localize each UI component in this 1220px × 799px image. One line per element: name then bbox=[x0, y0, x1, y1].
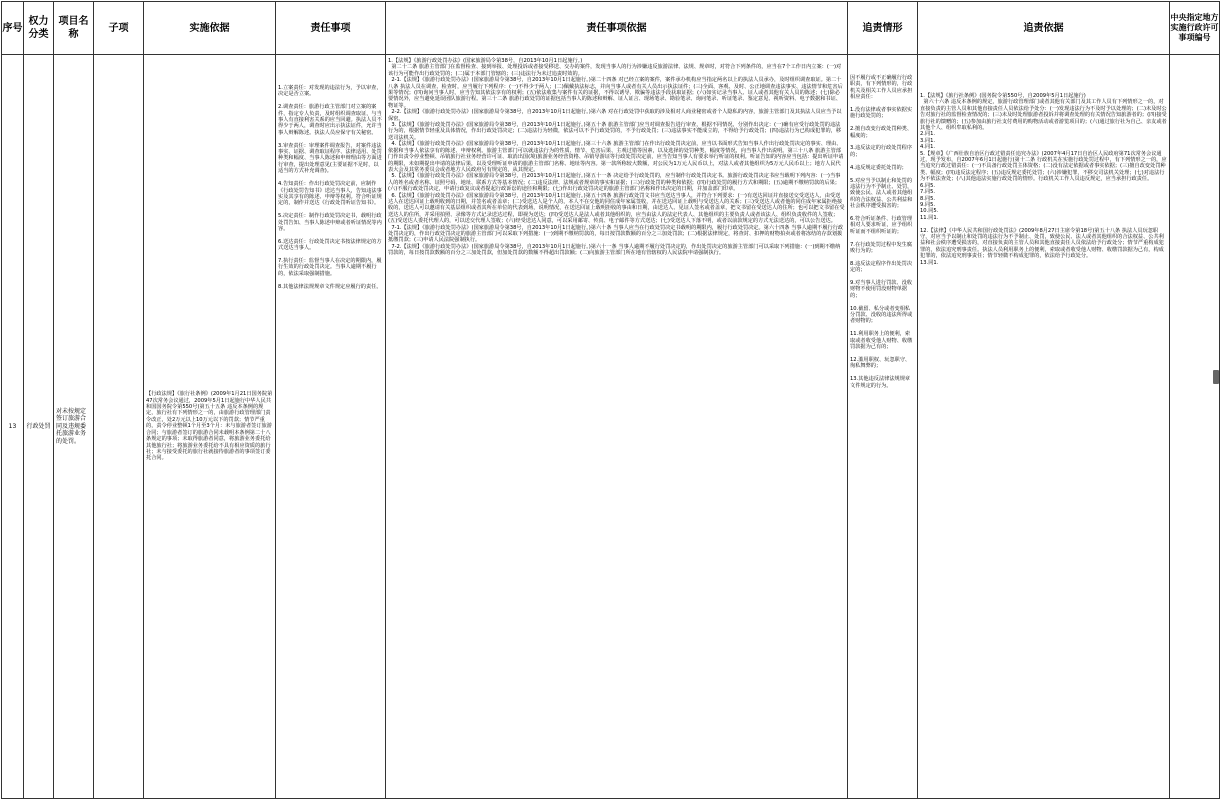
cell-sub-item bbox=[94, 55, 144, 799]
duties-text: 1.立案责任：对发现的违法行为，予以审查，决定是否立案。 2.调查责任：旅游行政主管部门对立案的案件，指定专人负责，及时组织调查取证，与当事人有直接利害关系的应当回避。执法人员不得少于两人，调查时应出示执法证件，允许当事人辩解陈述。执法人员应保守有关秘密。 3.审查责任：审理案件调查报告，对案件违法事实、证据、调查取证程序、法律适用、处罚种类和幅度、当事人陈述和申辩理由等方面进行审查，提出处理意见(主要证据不足时，以适当的方式补充调查)。 4.告知责任：作出行政处罚决定前，应制作《行政处罚告知书》送达当事人，告知违法事实及其享有的陈述、申辩等权利。符合听证规定的，制作并送达《行政处罚听证告知书》。 5.决定责任：制作行政处罚决定书，载明行政处罚告知、当事人陈述申辩或者听证情况等内容。 6.送达责任：行政处罚决定书按法律规定的方式送达当事人。 7.执行责任：监督当事人在决定的期限内，履行生效的行政处罚决定。当事人逾期不履行的，依法采取强制措施。 8.其他法律法规规章文件规定应履行的责任。 bbox=[278, 85, 382, 290]
power-class-text: 行政处罚 bbox=[26, 422, 51, 430]
header-row bbox=[2, 2, 1220, 55]
header-basis: 实施依据 bbox=[144, 2, 276, 55]
header-seq: 序号 bbox=[2, 2, 24, 55]
basis-text: 【行政法规】《旅行社条例》(2009年1月21日国务院第47次常务会议通过，2009年5月1日起施行中华人民共和国国务院令第550号)第五十五条 违反本条例的规定，旅行社有下列情形之一的，由旅游行政管理部门责令改正，处2万元以上10万元以下的罚款；情节严重的，责令停业整顿1个月至3个月：未与旅游者签订旅游合同；与旅游者签订的旅游合同未载明本条例第二十八条规定的事项；未取得旅游者同意，将旅游业务委托给其他旅行社；将旅游业务委托给不具有相应资质的旅行社；未与接受委托的旅行社就接待旅游者的事项签订委托合同。 bbox=[146, 391, 273, 462]
header-sub-item: 子项 bbox=[94, 2, 144, 55]
cell-power-class bbox=[24, 55, 54, 799]
accountability-text: 因不履行或不正确履行行政职责，有下列情形的，行政机关及相关工作人员应承担相应责任： 1.没有法律或者事实依据实施行政处罚的； 2.擅自改变行政处罚种类、幅度的； 3.违反法定的行政处罚程序的； 4.违反规定委托处罚的； 5.对应当予以制止和处罚的违法行为不予制止、处罚，致使公民、法人或者其他组织的合法权益、公共利益和社会秩序遭受损害的； 6.符合听证条件、行政管理相对人要求听证，应予组织听证而不组织听证的； 7.在行政处罚过程中发生腐败行为的； 8.违反法定程序作出处罚决定的； 9.对当事人进行罚款、没收财物不使用罚没财物单据的； 10.截留、私分或者变相私分罚款、没收的违法所得或者财物的； 11.利用职务上的便利，索取或者收受他人财物、收缴罚款据为己有的； 12.滥用职权、玩忽职守、徇私舞弊的； 13.其他违反法律法规规章文件规定的行为。 bbox=[850, 75, 913, 389]
header-central-code: 中央指定地方实施行政许可事项编号 bbox=[1170, 2, 1220, 55]
table-row bbox=[2, 55, 1220, 799]
header-accountability-basis: 追责依据 bbox=[918, 2, 1170, 55]
header-duties: 责任事项 bbox=[276, 2, 386, 55]
header-power-class: 权力分类 bbox=[24, 2, 54, 55]
duty-basis-text: 1.【法规】《旅游行政处罚办法》(国家旅游局令第38号，自2013年10月1日起施行。) 第二十二条 旅游主管部门在监督检查、接到举报、处理投诉或者接受移送、交办的案件，发现当事人的行为涉嫌违反旅游法律、法规、规章时，对符合下列条件的，应当在7个工作日内立案：(一)对该行为可能作出行政处罚的；(二)属于本部门管辖的；(三)违法行为未过追责时效的。 2-1.【法规】《旅游行政处罚办法》(国家旅游局令第38号，自2013年10月1日起施行。)第二十四条 对已经立案的案件，案件承办机构应当指定两名以上的执法人员承办，及时组织调查取证。第二十八条 执法人员在调查、检查时，应当履行下列程序：(一)不得少于两人；(二)佩戴执法标志，并向当事人或者有关人员出示执法证件；(三)全面、客观、及时、公正地调查违法事实、违法情节和危害后果等情况；(四)询问当事人时，应当告知其依法享有的权利；(五)依法收集与案件有关的证据，不得以诱导、欺骗等违法手段获取证据；(六)如实记录当事人、证人或者其他有关人员的陈述；(七)除必要情况外，应当避免延误团队旅游行程。第三十二条 旅游行政处罚的证据包括当事人的陈述和辩解、证人证言、现场笔录、勘验笔录、询问笔录、听证笔录、鉴定意见、视听资料、电子数据和书证、物证等。 2-2.【法规】《旅游行政处罚办法》(国家旅游局令第38号，自2013年10月1日起施行。)第六条 对在行政处罚中获取的涉及相对人商业秘密或者个人隐私的内容，旅游主管部门及其执法人员应当予以保密。 3.【法规】《旅游行政处罚办法》(国家旅游局令第38号，自2013年10月1日起施行。)第五十条 旅游主管部门应当对调查报告进行审查，根据不同情况，分别作出决定：(一)确有应受行政处罚的违法行为的，根据情节轻重及具体情况，作出行政处罚决定；(二)违法行为轻微，依法可以不予行政处罚的，不予行政处罚；(三)违法事实不能成立的，不得给予行政处罚；(四)违法行为已构成犯罪的，移送司法机关。 4.【法规】《旅游行政处罚办法》(国家旅游局令第38号，自2013年10月1日起施行。)第三十六条 旅游主管部门在作出行政处罚决定前，应当以书面形式告知当事人作出行政处罚决定的事实、理由、依据和当事人依法享有的陈述、申辩权利。旅游主管部门可以就违法行为的性质、情节、危害后果、主观过错等因素，以及选择的处罚种类、幅度等情况，向当事人作出说明。第三十八条 旅游主管部门作出责令停业整顿、吊销旅行社业务经营许可证、取消出国(境)旅游业务经营资格、吊销导游证等行政处罚决定前，应当告知当事人有要求举行听证的权利。听证告知的内容应当包括：提出听证申请的期限，未如期提出申请的法律后果，以及受理听证申请的旅游主管部门名称、地址等内容。第一款所称较大数额，对公民为1万元人民币以上，对法人或者其他组织为5万元人民币以上；地方人民代表大会及其常务委员会或者地方人民政府另有规定的，从其规定。 5.【法规】《旅游行政处罚办法》(国家旅游局令第38号，自2013年10月1日起施行。)第五十一条 决定给予行政处罚的，应当制作行政处罚决定书。旅游行政处罚决定书应当载明下列内容：(一)当事人的姓名或者名称、证照号码、地址、联系方式等基本情况；(二)违反法律、法规或者规章的事实和证据；(三)行政处罚的种类和依据；(四)行政处罚的履行方式和期限；(五)逾期不缴纳罚款的后果；(六)不服行政处罚决定，申请行政复议或者提起行政诉讼的途径和期限；(七)作出行政处罚决定的旅游主管部门名称和作出决定的日期，并加盖部门印章。 6.【法规】《旅游行政处罚办法》(国家旅游局令第38号，自2013年10月1日起施行。)第五十四条 旅游行政处罚文书应当送达当事人，并符合下列要求：(一)有送达回证并直接送交受送达人，由受送达人在送达回证上载明收到的日期，并签名或者盖章；(二)受送达人是个人的，本人不在交他的同住成年家属签收，并在送达回证上载明与受送达人的关系；(三)受送达人或者他的同住成年家属拒绝接收的，送达人可以邀请有关基层组织或者其所在单位的代表到场，说明情况，在送达回证上载明拒收的事由和日期，由送达人、见证人签名或者盖章，把文书留在受送达人的住所；也可以把文书留在受送达人的住所，并采用拍照、录像等方式记录送达过程，即视为送达；(四)受送达人是法人或者其他组织的，应当由法人的法定代表人、其他组织的主要负责人或者该法人、组织负责收件的人签收；(五)受送达人委托代理人的，可以送交代理人签收；(六)经受送达人同意，可以采用邮寄、传真、电子邮件等方式送达；(七)受送达人下落不明，或者以前款规定的方式无法送达的，可以公告送达。 7-1.【法规】《旅游行政处罚办法》(国家旅游局令第38号，自2013年10月1日起施行。)第六十条 当事人应当在行政处罚决定书载明的期限内，履行行政处罚决定。第六十四条 当事人逾期不履行行政处罚决定的，作出行政处罚决定的旅游主管部门可以采取下列措施：(一)到期不缴纳罚款的，每日按罚款数额的百分之三加处罚款；(二)根据法律规定，将查封、扣押的财物拍卖或者将冻结的存款划拨抵缴罚款；(三)申请人民法院强制执行。 7-2.【法规】《旅游行政处罚办法》(国家旅游局令第38号，自2013年10月1日起施行。)第六十一条 当事人逾期不履行处罚决定的，作出处罚决定的旅游主管部门可以采取下列措施：(一)到期不缴纳罚款的，每日按罚款数额的百分之三加处罚款，但加处罚款的数额不得超出罚款额；(二)向旅游主管部门所在地有管辖权的人民法院申请强制执行。 bbox=[388, 58, 845, 257]
cell-duties bbox=[276, 55, 386, 799]
scroll-handle[interactable] bbox=[1213, 370, 1219, 384]
cell-item-name bbox=[54, 55, 94, 799]
cell-duty-basis bbox=[386, 55, 848, 799]
header-duty-basis: 责任事项依据 bbox=[386, 2, 848, 55]
cell-central-code bbox=[1170, 55, 1220, 799]
cell-accountability-basis bbox=[918, 55, 1170, 799]
header-accountability: 追责情形 bbox=[848, 2, 918, 55]
header-item-name: 项目名称 bbox=[54, 2, 94, 55]
accountability-basis-text: 1.【法规】《旅行社条例》(国务院令第550号，自2009年5月1日起施行) 第六十六条 违反本条例的规定，旅游行政管理部门或者其他有关部门及其工作人员有下列情形之一的，对直接负责的主管人员和其他直接责任人员依法给予处分：(一)发现违法行为不及时予以处理的；(二)未及时公告对旅行社的监督检查情况的；(三)未及时处理旅游者投诉并将调查处理的有关情况告知旅游者的；(四)接受旅行社的馈赠的；(五)参加由旅行社支付费用的购物活动或者游览项目的；(六)通过旅行社为自己、亲友或者其他个人、组织牟取私利的。 2.同1. 3.同1. 4.同1. 5.【规章】《广西壮族自治区行政过错责任追究办法》(2007年4月17日自治区人民政府第71次常务会议通过，现予发布，自2007年6月1日起施行)第十二条 行政机关在实施行政处罚过程中，有下列情形之一的，应当追究行政过错责任：(一)不具备行政处罚主体资格；(二)没有法定依据或者事实依据；(三)擅自改变处罚种类、幅度；(四)违反法定程序；(五)违反规定委托处罚；(六)涉嫌犯罪，不移交司法机关处理；(七)对违法行为不依法查处；(八)其他违法实施行政处罚的情形。行政机关工作人员违反规定，应当承担行政责任。 6.同5. 7.同5. 8.同5. 9.同5. 10.同5. 11.同1. 12.【法律】《中华人民共和国行政处罚法》(2009年8月27日主席令第18号)第五十八条 执法人员玩忽职守，对应当予以制止和处罚的违法行为不予制止、处罚，致使公民、法人或者其他组织的合法权益、公共利益和社会秩序遭受损害的，对直接负责的主管人员和其他直接责任人员依法给予行政处分；情节严重构成犯罪的，依法追究刑事责任。执法人员利用职务上的便利，索取或者收受他人财物、收缴罚款据为己有，构成犯罪的，依法追究刑事责任；情节轻微不构成犯罪的，依法给予行政处分。 13.同1. bbox=[920, 93, 1167, 266]
responsibility-table bbox=[1, 1, 1220, 799]
cell-basis bbox=[144, 55, 276, 799]
cell-accountability bbox=[848, 55, 918, 799]
item-name-text: 对未按规定签订旅游合同及违规委托旅游业务的处罚。 bbox=[56, 407, 87, 445]
cell-seq: 13 bbox=[2, 55, 24, 799]
